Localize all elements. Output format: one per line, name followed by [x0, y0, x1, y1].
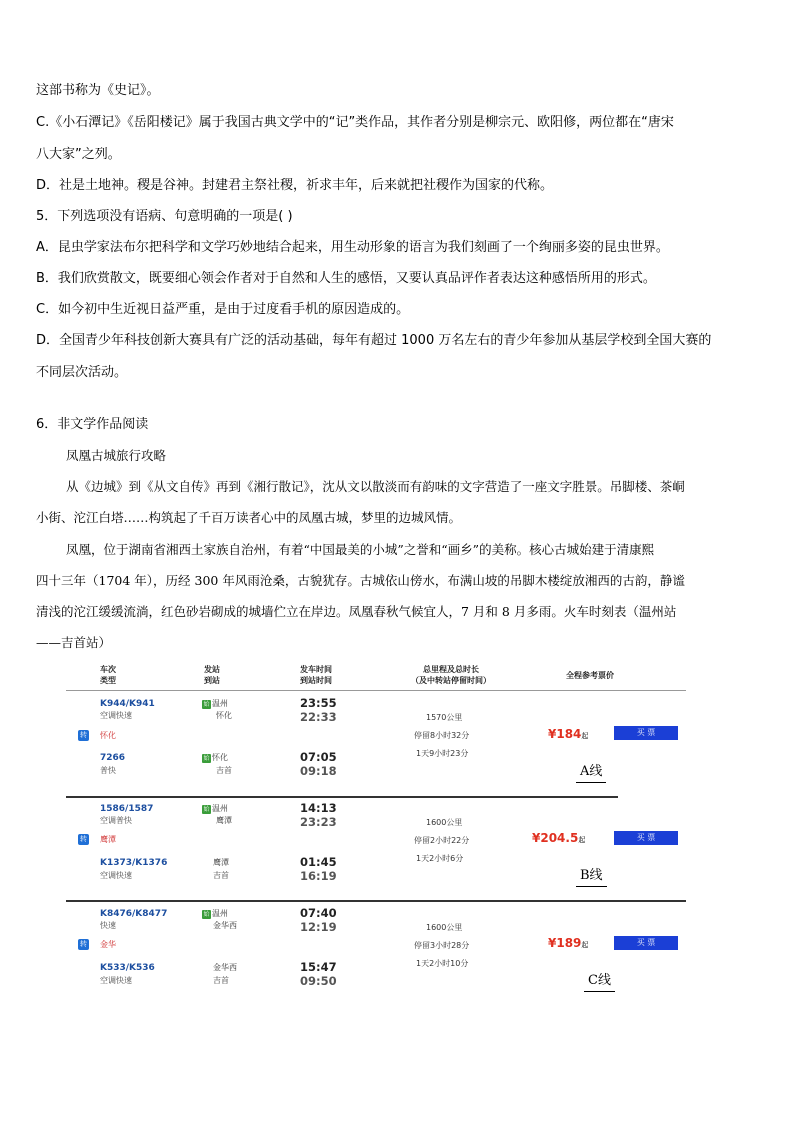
start-station-badge: 始	[203, 806, 210, 813]
route-divider	[66, 900, 686, 902]
route-b-buy-button[interactable]: 买 票	[614, 831, 678, 845]
route-c-leg1-train: K8476/K8477	[100, 909, 168, 919]
route-c-leg2-dep: 15:47	[300, 960, 337, 974]
start-station-badge: 始	[203, 755, 210, 762]
route-b-price: ¥204.5	[532, 831, 579, 845]
route-b-label: B线	[580, 868, 603, 884]
header-time: 发车时间 到站时间	[300, 665, 332, 685]
route-a-price-block	[548, 728, 588, 742]
question-5: 5．下列选项没有语病、句意明确的一项是( )	[36, 209, 293, 224]
route-b-leg2-dep: 01:45	[300, 855, 337, 869]
route-b-leg1-type: 空调普快	[100, 816, 132, 825]
route-b-leg1-dep: 14:13	[300, 801, 337, 815]
route-a-price: ¥184	[548, 727, 582, 741]
route-a-leg1-dep: 23:55	[300, 696, 337, 710]
route-b-leg1-from: 温州	[212, 804, 228, 813]
route-c-transfer-station: 金华	[100, 940, 116, 949]
route-c-leg2-from: 金华西	[213, 963, 237, 972]
transfer-badge: 转	[80, 731, 87, 739]
header-price: 全程参考票价	[566, 671, 614, 680]
question-5-option-c: C．如今初中生近视日益严重，是由于过度看手机的原因造成的。	[36, 302, 410, 317]
route-divider	[66, 796, 618, 798]
article-para2-line2: 四十三年（1704 年），历经 300 年风雨沧桑，古貌犹存。古城依山傍水，布满山坡的吊脚木楼绽放湘西的古韵，静谧	[36, 573, 685, 588]
route-b-duration: 1天2小时6分	[416, 854, 464, 863]
route-b-stop: 停留2小时22分	[414, 836, 470, 845]
route-c-price-block	[548, 937, 588, 951]
route-a-leg2-arr: 09:18	[300, 764, 337, 778]
route-a-leg1-from: 温州	[212, 699, 228, 708]
route-b-leg1-arr: 23:23	[300, 815, 337, 829]
route-a-leg2-train: 7266	[100, 753, 126, 763]
route-c-leg2-to: 吉首	[213, 976, 229, 985]
route-b-transfer-station: 鹰潭	[100, 835, 116, 844]
route-c-price: ¥189	[548, 936, 582, 950]
route-a-leg2-dep: 07:05	[300, 750, 337, 764]
route-c-leg1-to: 金华西	[213, 921, 237, 930]
option-d: D．社是土地神。稷是谷神。封建君主祭社稷，祈求丰年，后来就把社稷作为国家的代称。	[36, 178, 554, 193]
route-b-distance: 1600公里	[426, 818, 463, 827]
route-b-price-block	[532, 832, 585, 846]
route-a-leg1-arr: 22:33	[300, 710, 337, 724]
question-6: 6．非文学作品阅读	[36, 417, 149, 432]
route-c-distance: 1600公里	[426, 923, 463, 932]
start-station-badge: 始	[203, 701, 210, 708]
article-para1-line2: 小街、沱江白塔……构筑起了千百万读者心中的凤凰古城，梦里的边城风情。	[36, 510, 462, 525]
text-line-shiji: 这部书称为《史记》。	[36, 83, 160, 98]
route-c-leg1-from: 温州	[212, 909, 228, 918]
route-a-leg2-type: 普快	[100, 766, 116, 775]
route-a-label: A线	[580, 764, 602, 780]
article-para2-line4: ——吉首站）	[36, 635, 112, 650]
route-b-leg2-train: K1373/K1376	[100, 858, 168, 868]
route-b-leg2-to: 吉首	[213, 871, 229, 880]
route-a-leg2-to: 吉首	[216, 766, 232, 775]
route-b-leg2-from: 鹰潭	[213, 858, 229, 867]
route-c-duration: 1天2小时10分	[416, 959, 469, 968]
header-distance: 总里程及总时长 （及中转站停留时间）	[411, 665, 491, 685]
route-b-leg1-to: 鹰潭	[216, 816, 232, 825]
route-c-leg1-arr: 12:19	[300, 920, 337, 934]
header-divider	[66, 690, 686, 691]
article-para2-line3: 清浅的沱江缓缓流淌，红色砂岩砌成的城墙伫立在岸边。凤凰春秋气候宜人，7 月和 8 月多雨。火车时刻表（温州站	[36, 604, 677, 619]
route-a-leg2-from: 怀化	[212, 753, 228, 762]
price-suffix: 起	[578, 836, 586, 844]
route-a-leg1-type: 空调快速	[100, 711, 132, 720]
route-a-transfer-station: 怀化	[100, 731, 116, 740]
article-para2-line1: 凤凰，位于湖南省湘西土家族自治州，有着“中国最美的小城”之誉和“画乡”的美称。核心古城始建于清康熙	[66, 542, 655, 557]
route-a-distance: 1570公里	[426, 713, 463, 722]
price-suffix: 起	[581, 941, 589, 949]
start-station-badge: 始	[203, 911, 210, 918]
route-c-leg2-arr: 09:50	[300, 974, 337, 988]
route-b-leg1-train: 1586/1587	[100, 804, 154, 814]
question-5-option-d-line1: D．全国青少年科技创新大赛具有广泛的活动基础，每年有超过 1000 万名左右的青少年参加从基层学校到全国大赛的	[36, 333, 712, 348]
option-c-line2: 八大家”之列。	[36, 147, 121, 162]
route-c-leg2-train: K533/K536	[100, 963, 155, 973]
header-train: 车次 类型	[100, 665, 116, 685]
route-a-buy-button[interactable]: 买 票	[614, 726, 678, 740]
article-title: 凤凰古城旅行攻略	[66, 448, 167, 463]
route-c-buy-button[interactable]: 买 票	[614, 936, 678, 950]
transfer-badge: 转	[80, 940, 87, 948]
header-station: 发站 到站	[204, 665, 220, 685]
article-para1-line1: 从《边城》到《从文自传》再到《湘行散记》，沈从文以散淡而有韵味的文字营造了一座文字胜景。吊脚楼、茶峒	[66, 479, 685, 494]
route-a-stop: 停留8小时32分	[414, 731, 470, 740]
option-c-line1: C.《小石潭记》《岳阳楼记》属于我国古典文学中的“记”类作品，其作者分别是柳宗元、欧阳修，两位都在“唐宋	[36, 115, 674, 130]
train-timetable	[66, 662, 690, 1002]
route-c-leg2-type: 空调快速	[100, 976, 132, 985]
route-a-leg1-to: 怀化	[216, 711, 232, 720]
transfer-badge: 转	[80, 835, 87, 843]
route-c-stop: 停留3小时28分	[414, 941, 470, 950]
price-suffix: 起	[581, 732, 589, 740]
route-a-leg1-train: K944/K941	[100, 699, 155, 709]
question-5-option-d-line2: 不同层次活动。	[36, 365, 128, 380]
question-5-option-b: B．我们欣赏散文，既要细心领会作者对于自然和人生的感悟，又要认真品评作者表达这种感悟所用的形式。	[36, 271, 656, 286]
route-b-leg2-arr: 16:19	[300, 869, 337, 883]
route-c-label: C线	[588, 973, 611, 989]
route-c-leg1-type: 快速	[100, 921, 116, 930]
route-a-duration: 1天9小时23分	[416, 749, 469, 758]
question-5-option-a: A．昆虫学家法布尔把科学和文学巧妙地结合起来，用生动形象的语言为我们刻画了一个绚丽多姿的昆虫世界。	[36, 240, 669, 255]
route-c-leg1-dep: 07:40	[300, 906, 337, 920]
route-b-leg2-type: 空调快速	[100, 871, 132, 880]
